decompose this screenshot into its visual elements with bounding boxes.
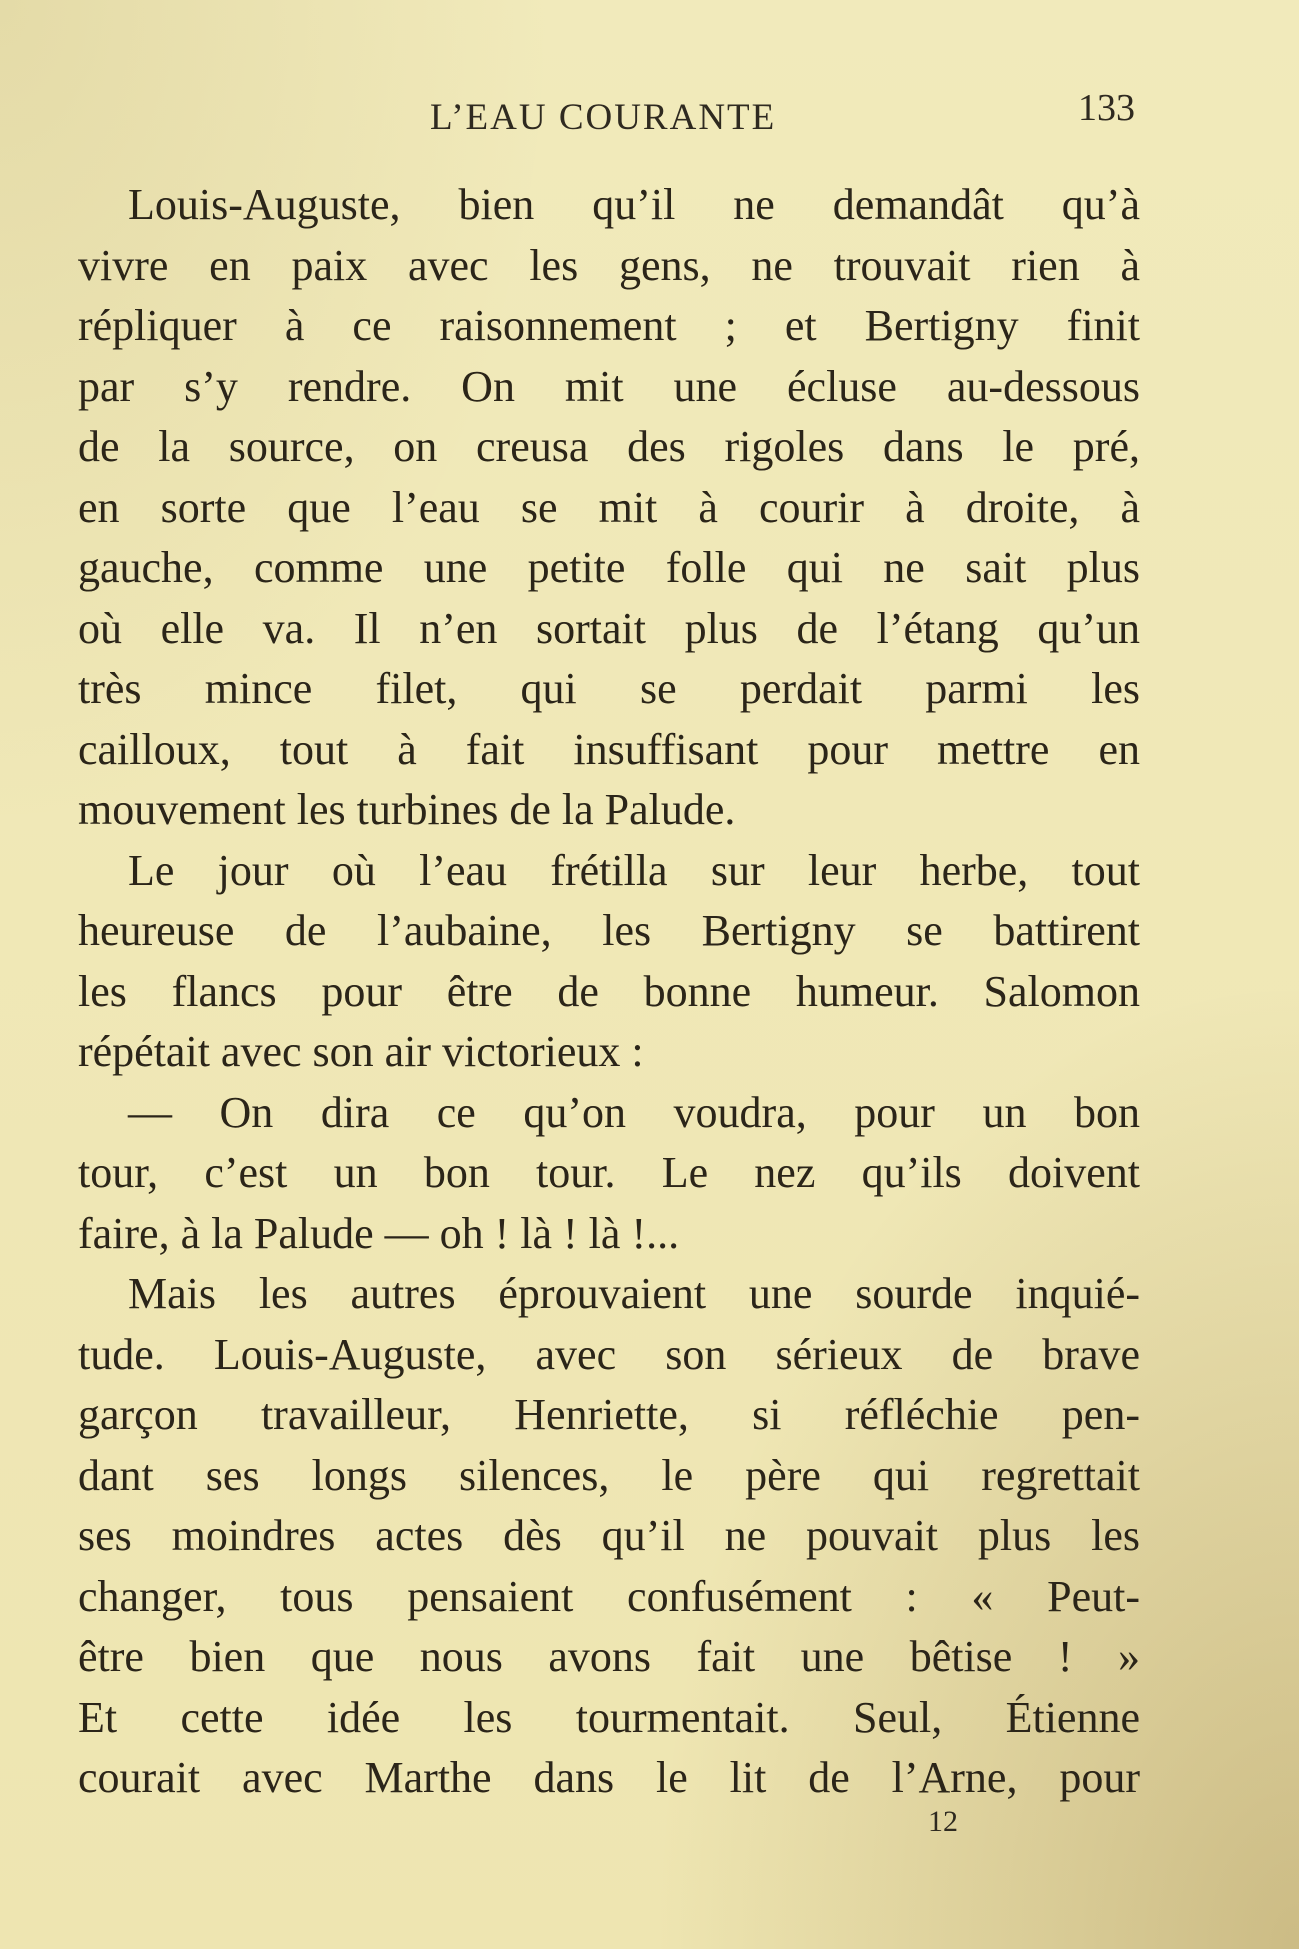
text-line: répliquer à ce raisonnement ; et Bertigny finit <box>78 301 1140 350</box>
text-line: Et cette idée les tourmentait. Seul, Étienne <box>78 1692 1140 1742</box>
page-number: 133 <box>1078 87 1135 129</box>
text-line: changer, tous pensaient confusément : « Peut- <box>78 1571 1140 1621</box>
text-line: mouvement les turbines de la Palude. <box>78 785 736 834</box>
text-line: garçon travailleur, Henriette, si réfléchie pen- <box>78 1390 1140 1439</box>
text-line: les flancs pour être de bonne humeur. Salomon <box>78 966 1140 1016</box>
text-line: par s’y rendre. On mit une écluse au-dessous <box>78 361 1140 411</box>
running-head <box>0 86 1299 146</box>
text-line: répétait avec son air victorieux : <box>78 1027 644 1076</box>
text-line: de la source, on creusa des rigoles dans le pré, <box>78 422 1140 471</box>
text-line: — On dira ce qu’on voudra, pour un bon <box>128 1087 1140 1137</box>
signature-mark: 12 <box>928 1805 958 1838</box>
text-line: tour, c’est un bon tour. Le nez qu’ils doivent <box>78 1148 1140 1197</box>
body-text <box>78 175 1140 1809</box>
text-line: où elle va. Il n’en sortait plus de l’étang qu’un <box>78 603 1140 653</box>
text-line: Louis-Auguste, bien qu’il ne demandât qu’à <box>128 180 1140 229</box>
text-line: dant ses longs silences, le père qui regrettait <box>78 1450 1140 1500</box>
text-line: tude. Louis-Auguste, avec son sérieux de brave <box>78 1329 1140 1379</box>
text-line: gauche, comme une petite folle qui ne sait plus <box>78 543 1140 592</box>
text-line: faire, à la Palude — oh ! là ! là !... <box>78 1208 680 1258</box>
text-line: Le jour où l’eau frétilla sur leur herbe, tout <box>128 845 1140 895</box>
text-line: très mince filet, qui se perdait parmi les <box>78 664 1140 713</box>
text-line: en sorte que l’eau se mit à courir à droite, à <box>78 482 1140 532</box>
running-title: L’EAU COURANTE <box>430 97 777 138</box>
text-line: heureuse de l’aubaine, les Bertigny se battirent <box>78 906 1140 955</box>
text-line: ses moindres actes dès qu’il ne pouvait plus les <box>78 1511 1140 1560</box>
text-line: être bien que nous avons fait une bêtise ! » <box>78 1632 1140 1681</box>
text-line: vivre en paix avec les gens, ne trouvait rien à <box>78 240 1140 290</box>
text-line: Mais les autres éprouvaient une sourde inquié- <box>128 1269 1140 1318</box>
text-line: courait avec Marthe dans le lit de l’Arne, pour <box>78 1753 1140 1802</box>
text-line: cailloux, tout à fait insuffisant pour mettre en <box>78 724 1140 774</box>
